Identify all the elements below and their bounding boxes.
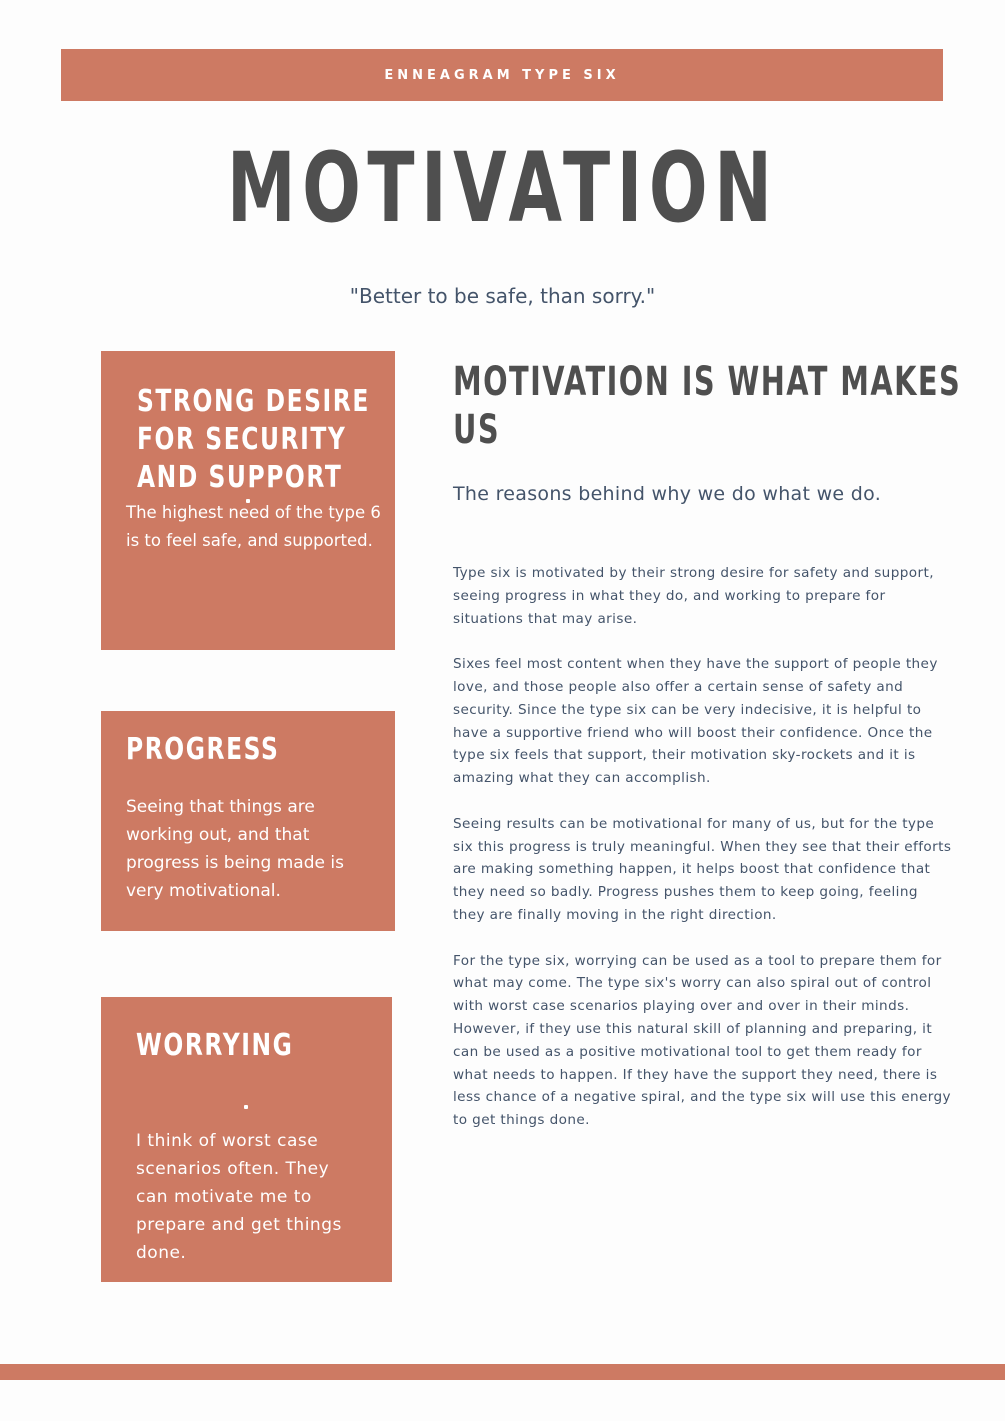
card-worrying <box>101 997 392 1282</box>
body-paragraph: Sixes feel most content when they have the support of people they love, and those people also offer a certain sense of safety and security. Since the type six can be very indecisive, it is helpful to have a supportive friend who will boost their confidence. Once the type six feels that support, their motivation sky-rockets and it is amazing what they can accomplish. <box>453 656 938 787</box>
top-banner <box>61 49 943 101</box>
card-text-line: very motivational. <box>126 881 281 901</box>
card-title <box>136 1027 293 1065</box>
card-text-line: progress is being made is <box>126 853 344 873</box>
body-text <box>453 562 953 1155</box>
card-text <box>126 793 391 905</box>
card-text-line: can motivate me to <box>136 1187 312 1207</box>
body-paragraph: For the type six, worrying can be used as a tool to prepare them for what may come. The type six's worry can also spiral out of control with worst case scenarios playing over and over in their minds. However, if they use this natural skill of planning and preparing, it can be used as a positive motivational tool to get them ready for what needs to happen. If they have the support they need, there is less chance of a negative spiral, and the type six will use this energy to get things done. <box>453 952 951 1129</box>
card-text-line: done. <box>136 1243 187 1263</box>
card-text-line: scenarios often. They <box>136 1159 330 1179</box>
card-text-line: is to feel safe, and supported. <box>126 531 373 550</box>
section-heading-line: MOTIVATION IS WHAT MAKES <box>453 359 962 405</box>
section-subheading: The reasons behind why we do what we do. <box>453 483 882 505</box>
card-security <box>101 351 395 650</box>
section-heading <box>453 358 971 454</box>
card-text-line: working out, and that <box>126 825 310 845</box>
card-title-line: AND SUPPORT <box>137 460 343 495</box>
card-title-line: FOR SECURITY <box>137 422 347 457</box>
page-title: MOTIVATION <box>226 132 779 244</box>
quote: "Better to be safe, than sorry." <box>349 284 656 308</box>
card-text <box>136 1127 386 1267</box>
body-paragraph: Seeing results can be motivational for many of us, but for the type six this progress is truly meaningful. When they see that their efforts are making something happen, it helps boost that confidence that they need so badly. Progress pushes them to keep going, feeling they are finally moving in the right direction. <box>453 815 952 923</box>
card-text <box>126 499 391 555</box>
card-progress <box>101 711 395 931</box>
body-paragraph: Type six is motivated by their strong desire for safety and support, seeing progress in what they do, and working to prepare for situations that may arise. <box>453 565 934 627</box>
card-title-line: PROGRESS <box>126 732 280 767</box>
card-title <box>137 383 370 497</box>
card-text-line: I think of worst case <box>136 1131 319 1151</box>
card-title-line: STRONG DESIRE <box>137 384 370 419</box>
card-title-line: WORRYING <box>136 1028 294 1063</box>
card-title <box>126 731 279 769</box>
banner-label: ENNEAGRAM TYPE SIX <box>384 67 620 83</box>
section-heading-line: US <box>453 407 501 453</box>
card-text-line: The highest need of the type 6 <box>126 503 381 522</box>
card-text-line: Seeing that things are <box>126 797 315 817</box>
dot-decoration <box>244 1105 248 1109</box>
card-text-line: prepare and get things <box>136 1215 342 1235</box>
bottom-bar <box>0 1364 1005 1380</box>
